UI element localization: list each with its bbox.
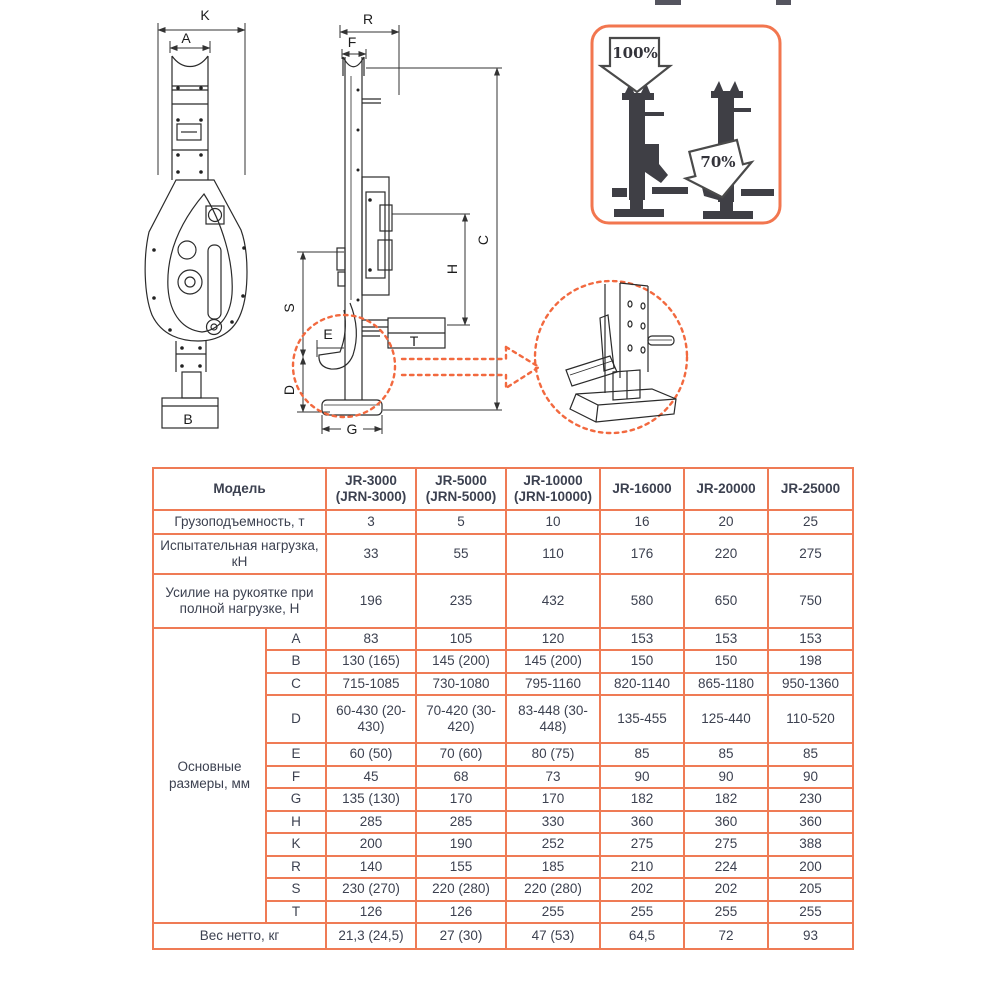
dim-label-K: K bbox=[200, 7, 210, 23]
value-cell: 275 bbox=[600, 833, 684, 855]
value-cell: 25 bbox=[768, 510, 853, 534]
value-cell: 110 bbox=[506, 534, 600, 574]
value-cell: 55 bbox=[416, 534, 506, 574]
value-cell: 580 bbox=[600, 574, 684, 628]
dim-label-S: S bbox=[281, 303, 297, 313]
value-cell: 110-520 bbox=[768, 695, 853, 743]
value-cell: 190 bbox=[416, 833, 506, 855]
value-cell: 70-420 (30-420) bbox=[416, 695, 506, 743]
value-cell: 140 bbox=[326, 856, 416, 878]
value-cell: 73 bbox=[506, 766, 600, 788]
value-cell: 155 bbox=[416, 856, 506, 878]
value-cell: 650 bbox=[684, 574, 768, 628]
value-cell: 16 bbox=[600, 510, 684, 534]
front-jack-body bbox=[145, 56, 247, 428]
value-cell: 150 bbox=[684, 650, 768, 672]
specs-table bbox=[152, 467, 854, 950]
dim-label-A: A bbox=[181, 30, 191, 46]
value-cell: 360 bbox=[768, 811, 853, 833]
dim-label-T: T bbox=[409, 333, 419, 349]
value-cell: 135 (130) bbox=[326, 788, 416, 810]
value-cell: 105 bbox=[416, 628, 506, 650]
value-cell: 5 bbox=[416, 510, 506, 534]
value-cell: 3 bbox=[326, 510, 416, 534]
dim-label-H: H bbox=[444, 263, 460, 275]
value-cell: 20 bbox=[684, 510, 768, 534]
value-cell: 182 bbox=[684, 788, 768, 810]
zoom-arrow bbox=[402, 347, 539, 388]
dimension-letter: C bbox=[266, 673, 326, 695]
model-name: JR-5000 (JRN-5000) bbox=[416, 468, 506, 510]
model-name: JR-3000 (JRN-3000) bbox=[326, 468, 416, 510]
value-cell: 230 (270) bbox=[326, 878, 416, 900]
row-label: Модель bbox=[153, 468, 326, 510]
dim-label-D: D bbox=[281, 384, 297, 396]
dim-label-G: G bbox=[346, 421, 358, 437]
value-cell: 795-1160 bbox=[506, 673, 600, 695]
value-cell: 64,5 bbox=[600, 923, 684, 949]
value-cell: 220 bbox=[684, 534, 768, 574]
dimensions-group-label: Основные размеры, мм bbox=[153, 628, 266, 923]
cropped-text-remnant bbox=[655, 0, 681, 5]
value-cell: 285 bbox=[326, 811, 416, 833]
dim-label-E: E bbox=[323, 326, 333, 342]
value-cell: 202 bbox=[600, 878, 684, 900]
table-row bbox=[153, 628, 853, 650]
table-row bbox=[153, 468, 853, 510]
dimension-letter: T bbox=[266, 901, 326, 923]
value-cell: 83-448 (30-448) bbox=[506, 695, 600, 743]
value-cell: 255 bbox=[768, 901, 853, 923]
front-jack-bolts bbox=[152, 86, 246, 368]
value-cell: 170 bbox=[416, 788, 506, 810]
value-cell: 196 bbox=[326, 574, 416, 628]
model-name: JR-10000 (JRN-10000) bbox=[506, 468, 600, 510]
value-cell: 730-1080 bbox=[416, 673, 506, 695]
value-cell: 285 bbox=[416, 811, 506, 833]
value-cell: 45 bbox=[326, 766, 416, 788]
load-distribution-box bbox=[592, 26, 780, 223]
value-cell: 126 bbox=[416, 901, 506, 923]
value-cell: 360 bbox=[600, 811, 684, 833]
value-cell: 126 bbox=[326, 901, 416, 923]
value-cell: 153 bbox=[768, 628, 853, 650]
value-cell: 224 bbox=[684, 856, 768, 878]
dimension-letter: F bbox=[266, 766, 326, 788]
value-cell: 360 bbox=[684, 811, 768, 833]
value-cell: 21,3 (24,5) bbox=[326, 923, 416, 949]
value-cell: 176 bbox=[600, 534, 684, 574]
value-cell: 85 bbox=[768, 743, 853, 765]
value-cell: 255 bbox=[506, 901, 600, 923]
value-cell: 85 bbox=[684, 743, 768, 765]
side-view-drawing bbox=[281, 11, 502, 437]
value-cell: 145 (200) bbox=[506, 650, 600, 672]
dimension-letter: A bbox=[266, 628, 326, 650]
dim-label-F: F bbox=[347, 34, 357, 50]
value-cell: 170 bbox=[506, 788, 600, 810]
value-cell: 198 bbox=[768, 650, 853, 672]
row-label: Грузоподъемность, т bbox=[153, 510, 326, 534]
dim-label-B: B bbox=[183, 411, 193, 427]
dimension-letter: K bbox=[266, 833, 326, 855]
value-cell: 72 bbox=[684, 923, 768, 949]
value-cell: 33 bbox=[326, 534, 416, 574]
value-cell: 120 bbox=[506, 628, 600, 650]
value-cell: 80 (75) bbox=[506, 743, 600, 765]
value-cell: 330 bbox=[506, 811, 600, 833]
value-cell: 252 bbox=[506, 833, 600, 855]
row-label: Вес нетто, кг bbox=[153, 923, 326, 949]
value-cell: 60 (50) bbox=[326, 743, 416, 765]
technical-drawings bbox=[0, 0, 1000, 462]
model-name: JR-25000 bbox=[768, 468, 853, 510]
value-cell: 90 bbox=[600, 766, 684, 788]
value-cell: 135-455 bbox=[600, 695, 684, 743]
value-cell: 200 bbox=[768, 856, 853, 878]
value-cell: 202 bbox=[684, 878, 768, 900]
value-cell: 130 (165) bbox=[326, 650, 416, 672]
dimension-letter: G bbox=[266, 788, 326, 810]
value-cell: 185 bbox=[506, 856, 600, 878]
front-view-drawing bbox=[145, 7, 247, 428]
value-cell: 715-1085 bbox=[326, 673, 416, 695]
value-cell: 90 bbox=[768, 766, 853, 788]
table-row bbox=[153, 923, 853, 949]
value-cell: 85 bbox=[600, 743, 684, 765]
dimension-letter: D bbox=[266, 695, 326, 743]
value-cell: 388 bbox=[768, 833, 853, 855]
value-cell: 432 bbox=[506, 574, 600, 628]
row-label: Испытательная нагрузка, кН bbox=[153, 534, 326, 574]
dimension-letter: H bbox=[266, 811, 326, 833]
value-cell: 275 bbox=[768, 534, 853, 574]
dimension-letter: R bbox=[266, 856, 326, 878]
value-cell: 750 bbox=[768, 574, 853, 628]
dimension-K bbox=[158, 23, 245, 175]
value-cell: 70 (60) bbox=[416, 743, 506, 765]
value-cell: 153 bbox=[684, 628, 768, 650]
row-label: Усилие на рукоятке при полной нагрузке, Н bbox=[153, 574, 326, 628]
value-cell: 150 bbox=[600, 650, 684, 672]
value-cell: 10 bbox=[506, 510, 600, 534]
value-cell: 255 bbox=[600, 901, 684, 923]
value-cell: 182 bbox=[600, 788, 684, 810]
value-cell: 93 bbox=[768, 923, 853, 949]
value-cell: 153 bbox=[600, 628, 684, 650]
toe-load-label: 70% bbox=[700, 153, 736, 171]
value-cell: 60-430 (20-430) bbox=[326, 695, 416, 743]
claw-detail-drawing bbox=[566, 283, 676, 422]
value-cell: 145 (200) bbox=[416, 650, 506, 672]
value-cell: 125-440 bbox=[684, 695, 768, 743]
value-cell: 220 (280) bbox=[416, 878, 506, 900]
dim-label-C: C bbox=[475, 234, 491, 246]
model-name: JR-16000 bbox=[600, 468, 684, 510]
value-cell: 83 bbox=[326, 628, 416, 650]
table-row bbox=[153, 574, 853, 628]
value-cell: 255 bbox=[684, 901, 768, 923]
detail-view-circle bbox=[535, 281, 687, 433]
value-cell: 950-1360 bbox=[768, 673, 853, 695]
dimension-letter: S bbox=[266, 878, 326, 900]
value-cell: 230 bbox=[768, 788, 853, 810]
dimension-letter: B bbox=[266, 650, 326, 672]
value-cell: 47 (53) bbox=[506, 923, 600, 949]
dimension-letter: E bbox=[266, 743, 326, 765]
side-jack-body bbox=[319, 57, 445, 415]
value-cell: 90 bbox=[684, 766, 768, 788]
table-row bbox=[153, 534, 853, 574]
dimension-D bbox=[297, 357, 330, 412]
value-cell: 220 (280) bbox=[506, 878, 600, 900]
full-load-label: 100% bbox=[612, 44, 658, 62]
side-jack-bolts bbox=[357, 89, 372, 302]
value-cell: 200 bbox=[326, 833, 416, 855]
value-cell: 820-1140 bbox=[600, 673, 684, 695]
value-cell: 235 bbox=[416, 574, 506, 628]
value-cell: 865-1180 bbox=[684, 673, 768, 695]
model-name: JR-20000 bbox=[684, 468, 768, 510]
value-cell: 205 bbox=[768, 878, 853, 900]
dim-label-R: R bbox=[362, 11, 374, 27]
value-cell: 275 bbox=[684, 833, 768, 855]
value-cell: 210 bbox=[600, 856, 684, 878]
value-cell: 68 bbox=[416, 766, 506, 788]
table-row bbox=[153, 510, 853, 534]
value-cell: 27 (30) bbox=[416, 923, 506, 949]
cropped-text-remnant bbox=[776, 0, 791, 5]
